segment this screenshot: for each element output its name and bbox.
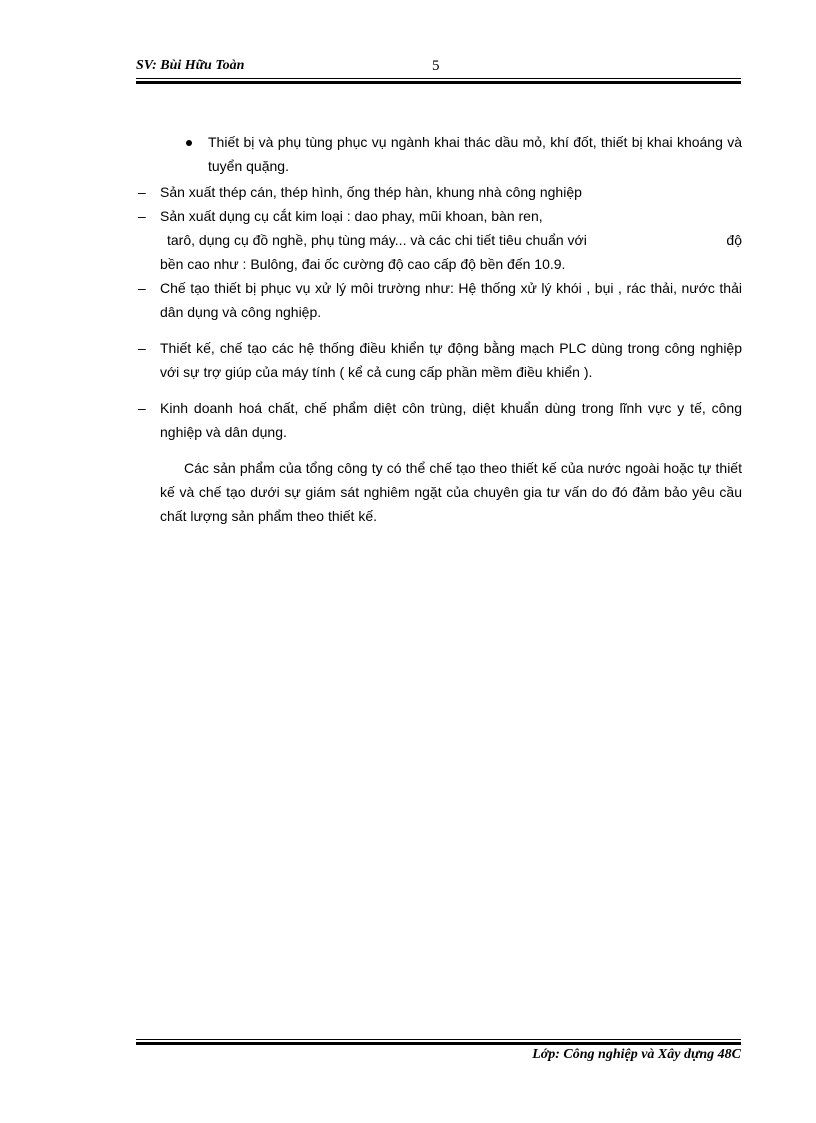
- dash-marker: –: [138, 184, 146, 200]
- list-item-continuation-2: bền cao như : Bulông, đai ốc cường độ cao cấp độ bền đến 10.9.: [160, 256, 566, 272]
- header-rule-thin: [136, 78, 741, 79]
- list-item-text: Sản xuất thép cán, thép hình, ống thép hàn, khung nhà công nghiệp: [160, 184, 582, 200]
- footer-rule-thin: [136, 1039, 741, 1040]
- list-item-text: Thiết kế, chế tạo các hệ thống điều khiển tự động bằng mạch PLC dùng trong công nghiệp với sự trợ giúp của máy tính ( kể cả cung cấp phần mềm điều khiển ).: [160, 340, 742, 380]
- footer-class-label: Lớp: Công nghiệp và Xây dựng 48C: [532, 1047, 741, 1062]
- page-number: 5: [432, 58, 440, 74]
- header-rule-thick: [136, 81, 741, 84]
- list-item: [136, 336, 742, 384]
- body-paragraph: Các sản phẩm của tổng công ty có thể chế tạo theo thiết kế của nước ngoài hoặc tự thiết kế và chế tạo dưới sự giám sát nghiêm ngặt của chuyên gia tư vấn do đó đảm bảo yêu cầu chất lượng sản phẩm theo thiết kế.: [160, 460, 742, 524]
- list-item-continuation-right: độ: [726, 232, 742, 248]
- dash-marker: –: [138, 400, 146, 416]
- bullet-dot-icon: [186, 140, 192, 146]
- list-item: [136, 204, 742, 276]
- list-item: [136, 396, 742, 444]
- list-item-continuation: [160, 228, 742, 252]
- dash-marker: –: [138, 208, 146, 224]
- footer-rule-thick: [136, 1042, 741, 1045]
- bullet-item: [136, 130, 742, 178]
- bullet-text: Thiết bị và phụ tùng phục vụ ngành khai thác dầu mỏ, khí đốt, thiết bị khai khoáng và tuyển quặng.: [208, 134, 742, 174]
- list-item-text: Chế tạo thiết bị phục vụ xử lý môi trường như: Hệ thống xử lý khói , bụi , rác thải, nước thải dân dụng và công nghiệp.: [160, 280, 742, 320]
- list-item: [136, 180, 742, 204]
- document-body: [136, 130, 742, 542]
- header-author: SV: Bùi Hữu Toàn: [136, 58, 245, 73]
- list-item-continuation-left: tarô, dụng cụ đồ nghề, phụ tùng máy... và các chi tiết tiêu chuẩn với: [167, 232, 587, 248]
- dash-marker: –: [138, 340, 146, 356]
- list-item-text: Kinh doanh hoá chất, chế phẩm diệt côn trùng, diệt khuẩn dùng trong lĩnh vực y tế, công nghiệp và dân dụng.: [160, 400, 742, 440]
- dash-marker: –: [138, 280, 146, 296]
- list-item: [136, 276, 742, 324]
- list-item-text: Sản xuất dụng cụ cắt kim loại : dao phay, mũi khoan, bàn ren,: [160, 208, 543, 224]
